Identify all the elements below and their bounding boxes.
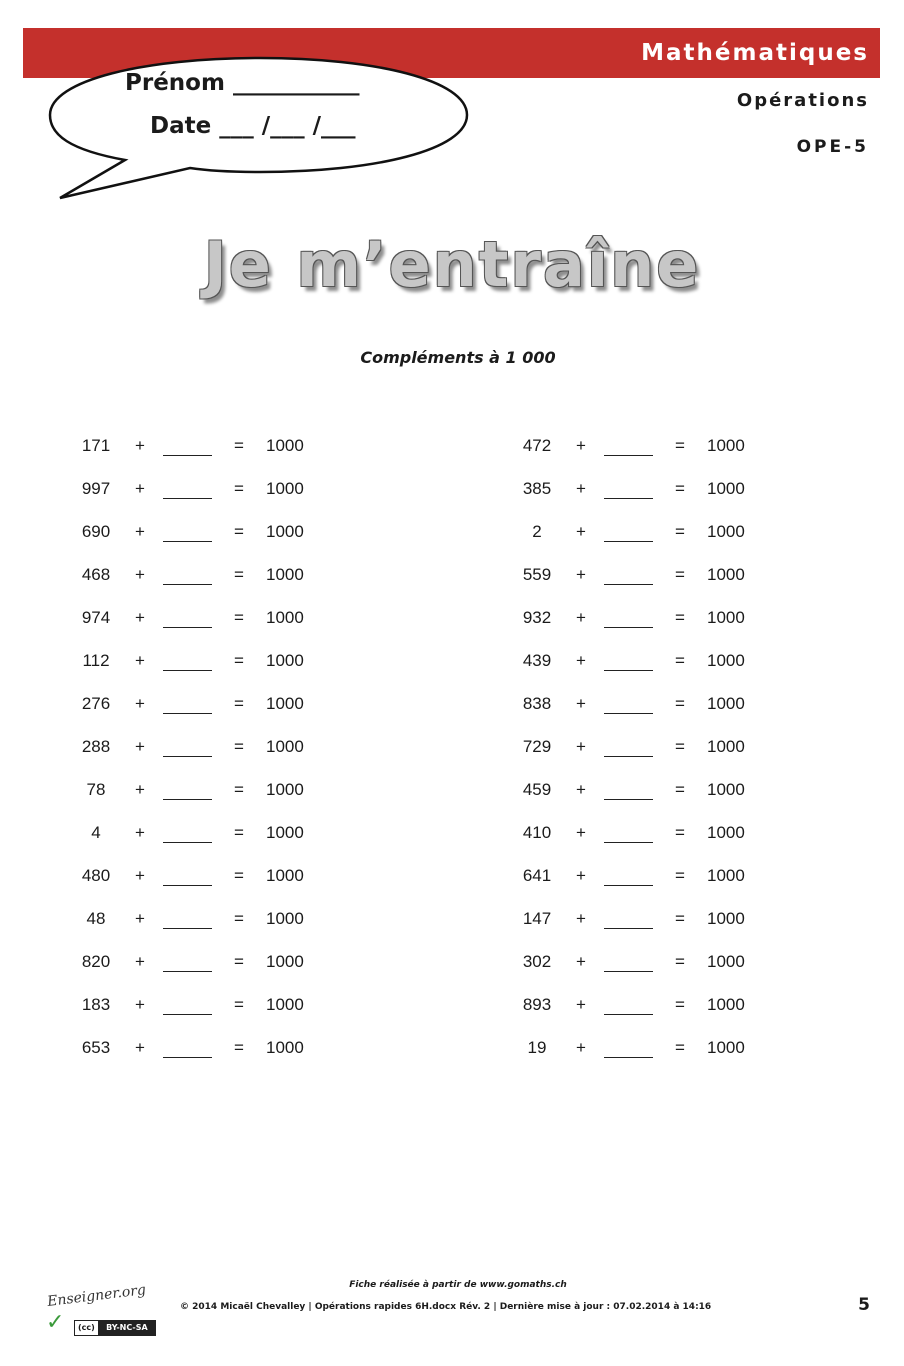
exercise-row: [76, 737, 376, 757]
plus-sign: +: [135, 823, 145, 842]
exercise-row: [517, 565, 817, 585]
plus-sign: +: [576, 436, 586, 455]
equals-sign: =: [234, 909, 244, 928]
exercise-row: [76, 522, 376, 542]
exercise-row: [76, 909, 376, 929]
exercise-total: 1000: [707, 823, 745, 842]
exercise-number: 385: [522, 479, 552, 498]
exercise-row: [517, 909, 817, 929]
footer-source: Fiche réalisée à partir de www.gomaths.ch: [349, 1280, 567, 1290]
exercise-total: 1000: [266, 522, 304, 541]
plus-sign: +: [576, 565, 586, 584]
plus-sign: +: [135, 737, 145, 756]
answer-blank[interactable]: [163, 952, 212, 972]
date-field-label: Date ___ /___ /___: [150, 113, 356, 139]
equals-sign: =: [234, 1038, 244, 1057]
license-type: BY-NC-SA: [99, 1321, 155, 1335]
exercise-row: [517, 823, 817, 843]
exercise-number: 932: [522, 608, 552, 627]
exercise-row: [517, 479, 817, 499]
exercise-number: 838: [522, 694, 552, 713]
plus-sign: +: [576, 995, 586, 1014]
exercise-row: [517, 522, 817, 542]
exercise-total: 1000: [266, 694, 304, 713]
plus-sign: +: [576, 1038, 586, 1057]
exercise-number: 729: [522, 737, 552, 756]
answer-blank[interactable]: [604, 565, 653, 585]
plus-sign: +: [576, 651, 586, 670]
exercise-total: 1000: [266, 565, 304, 584]
exercise-total: 1000: [707, 608, 745, 627]
plus-sign: +: [576, 909, 586, 928]
plus-sign: +: [135, 694, 145, 713]
exercise-number: 147: [522, 909, 552, 928]
exercise-number: 997: [81, 479, 111, 498]
plus-sign: +: [576, 737, 586, 756]
exercise-number: 690: [81, 522, 111, 541]
exercise-total: 1000: [266, 737, 304, 756]
exercise-number: 48: [86, 909, 106, 928]
exercise-total: 1000: [266, 995, 304, 1014]
exercise-total: 1000: [266, 608, 304, 627]
answer-blank[interactable]: [604, 479, 653, 499]
answer-blank[interactable]: [163, 651, 212, 671]
answer-blank[interactable]: [163, 1038, 212, 1058]
exercise-total: 1000: [707, 952, 745, 971]
exercise-number: 410: [522, 823, 552, 842]
equals-sign: =: [675, 565, 685, 584]
equals-sign: =: [675, 909, 685, 928]
exercise-number: 288: [81, 737, 111, 756]
answer-blank[interactable]: [604, 780, 653, 800]
answer-blank[interactable]: [604, 995, 653, 1015]
plus-sign: +: [135, 522, 145, 541]
exercise-number: 480: [81, 866, 111, 885]
name-field-label: Prénom ___________: [125, 70, 360, 96]
exercise-total: 1000: [707, 694, 745, 713]
exercise-row: [76, 952, 376, 972]
equals-sign: =: [675, 522, 685, 541]
exercise-row: [517, 866, 817, 886]
equals-sign: =: [234, 823, 244, 842]
cc-icon: (cc): [75, 1321, 99, 1335]
plus-sign: +: [576, 952, 586, 971]
exercise-number: 974: [81, 608, 111, 627]
exercise-number: 276: [81, 694, 111, 713]
equals-sign: =: [675, 823, 685, 842]
exercise-number: 183: [81, 995, 111, 1014]
exercise-number: 2: [532, 522, 542, 541]
exercise-total: 1000: [266, 952, 304, 971]
exercise-row: [517, 694, 817, 714]
plus-sign: +: [135, 952, 145, 971]
exercise-number: 653: [81, 1038, 111, 1057]
exercise-number: 19: [527, 1038, 547, 1057]
equals-sign: =: [675, 866, 685, 885]
answer-blank[interactable]: [163, 780, 212, 800]
equals-sign: =: [675, 436, 685, 455]
exercise-row: [517, 436, 817, 456]
answer-blank[interactable]: [604, 522, 653, 542]
exercise-total: 1000: [707, 1038, 745, 1057]
equals-sign: =: [234, 651, 244, 670]
answer-blank[interactable]: [163, 522, 212, 542]
answer-blank[interactable]: [604, 909, 653, 929]
footer-copyright: © 2014 Micaël Chevalley | Opérations rapides 6H.docx Rév. 2 | Dernière mise à jour : 07.02.2014 à 14:16: [180, 1302, 712, 1312]
answer-blank[interactable]: [163, 823, 212, 843]
page-title: Je m’entraîne: [203, 228, 701, 301]
answer-blank[interactable]: [604, 694, 653, 714]
exercise-row: [76, 780, 376, 800]
exercise-total: 1000: [707, 866, 745, 885]
plus-sign: +: [576, 780, 586, 799]
enseigner-logo: Enseigner.org: [46, 1282, 147, 1310]
exercise-total: 1000: [266, 436, 304, 455]
answer-blank[interactable]: [163, 436, 212, 456]
exercise-number: 459: [522, 780, 552, 799]
equals-sign: =: [675, 737, 685, 756]
exercise-total: 1000: [266, 1038, 304, 1057]
exercise-row: [517, 1038, 817, 1058]
equals-sign: =: [234, 565, 244, 584]
exercise-number: 472: [522, 436, 552, 455]
equals-sign: =: [675, 608, 685, 627]
exercise-row: [76, 694, 376, 714]
plus-sign: +: [576, 866, 586, 885]
answer-blank[interactable]: [604, 436, 653, 456]
answer-blank[interactable]: [604, 651, 653, 671]
exercise-row: [76, 436, 376, 456]
exercise-row: [517, 780, 817, 800]
answer-blank[interactable]: [163, 479, 212, 499]
answer-blank[interactable]: [163, 737, 212, 757]
exercise-total: 1000: [266, 866, 304, 885]
exercise-row: [517, 952, 817, 972]
equals-sign: =: [234, 995, 244, 1014]
plus-sign: +: [135, 866, 145, 885]
equals-sign: =: [675, 651, 685, 670]
equals-sign: =: [234, 737, 244, 756]
answer-blank[interactable]: [163, 694, 212, 714]
exercise-row: [76, 565, 376, 585]
exercise-total: 1000: [707, 522, 745, 541]
exercise-number: 112: [82, 651, 110, 670]
equals-sign: =: [234, 436, 244, 455]
exercise-number: 171: [81, 436, 111, 455]
exercise-total: 1000: [707, 995, 745, 1014]
exercise-row: [76, 651, 376, 671]
equals-sign: =: [234, 694, 244, 713]
subject-title: Mathématiques: [641, 40, 869, 66]
plus-sign: +: [135, 565, 145, 584]
exercise-total: 1000: [707, 436, 745, 455]
equals-sign: =: [675, 780, 685, 799]
exercise-row: [76, 995, 376, 1015]
exercise-subtitle: Compléments à 1 000: [360, 348, 556, 367]
equals-sign: =: [675, 479, 685, 498]
exercise-total: 1000: [266, 823, 304, 842]
exercise-total: 1000: [707, 780, 745, 799]
exercise-number: 302: [522, 952, 552, 971]
exercise-row: [517, 737, 817, 757]
equals-sign: =: [234, 522, 244, 541]
exercise-row: [76, 866, 376, 886]
plus-sign: +: [135, 995, 145, 1014]
plus-sign: +: [135, 780, 145, 799]
answer-blank[interactable]: [163, 608, 212, 628]
exercise-row: [76, 479, 376, 499]
exercise-row: [76, 1038, 376, 1058]
equals-sign: =: [675, 1038, 685, 1057]
plus-sign: +: [135, 479, 145, 498]
checkmark-icon: ✓: [46, 1310, 65, 1335]
exercise-number: 893: [522, 995, 552, 1014]
section-title: Opérations: [736, 90, 869, 111]
answer-blank[interactable]: [163, 995, 212, 1015]
equals-sign: =: [675, 995, 685, 1014]
plus-sign: +: [576, 694, 586, 713]
exercise-total: 1000: [707, 651, 745, 670]
exercise-row: [517, 995, 817, 1015]
exercise-number: 439: [522, 651, 552, 670]
page-number: 5: [858, 1295, 870, 1315]
exercise-row: [76, 608, 376, 628]
equals-sign: =: [234, 608, 244, 627]
exercise-row: [517, 651, 817, 671]
exercise-total: 1000: [707, 737, 745, 756]
answer-blank[interactable]: [163, 565, 212, 585]
answer-blank[interactable]: [604, 952, 653, 972]
exercise-row: [517, 608, 817, 628]
plus-sign: +: [576, 823, 586, 842]
exercise-number: 559: [522, 565, 552, 584]
equals-sign: =: [234, 952, 244, 971]
equals-sign: =: [675, 952, 685, 971]
plus-sign: +: [135, 909, 145, 928]
exercise-total: 1000: [707, 565, 745, 584]
exercise-number: 468: [81, 565, 111, 584]
equals-sign: =: [234, 780, 244, 799]
answer-blank[interactable]: [163, 866, 212, 886]
exercise-total: 1000: [266, 651, 304, 670]
sheet-code: OPE-5: [796, 137, 869, 157]
answer-blank[interactable]: [604, 1038, 653, 1058]
plus-sign: +: [135, 1038, 145, 1057]
license-badge: [74, 1320, 156, 1336]
exercise-total: 1000: [707, 909, 745, 928]
plus-sign: +: [135, 436, 145, 455]
exercise-number: 4: [91, 823, 101, 842]
answer-blank[interactable]: [604, 608, 653, 628]
answer-blank[interactable]: [604, 737, 653, 757]
answer-blank[interactable]: [604, 866, 653, 886]
exercise-number: 820: [81, 952, 111, 971]
exercise-row: [76, 823, 376, 843]
exercise-number: 78: [86, 780, 106, 799]
plus-sign: +: [135, 651, 145, 670]
answer-blank[interactable]: [604, 823, 653, 843]
exercise-total: 1000: [707, 479, 745, 498]
equals-sign: =: [234, 866, 244, 885]
plus-sign: +: [576, 479, 586, 498]
answer-blank[interactable]: [163, 909, 212, 929]
exercise-number: 641: [522, 866, 552, 885]
exercise-total: 1000: [266, 479, 304, 498]
exercise-total: 1000: [266, 909, 304, 928]
equals-sign: =: [234, 479, 244, 498]
exercise-total: 1000: [266, 780, 304, 799]
plus-sign: +: [576, 608, 586, 627]
plus-sign: +: [135, 608, 145, 627]
equals-sign: =: [675, 694, 685, 713]
plus-sign: +: [576, 522, 586, 541]
